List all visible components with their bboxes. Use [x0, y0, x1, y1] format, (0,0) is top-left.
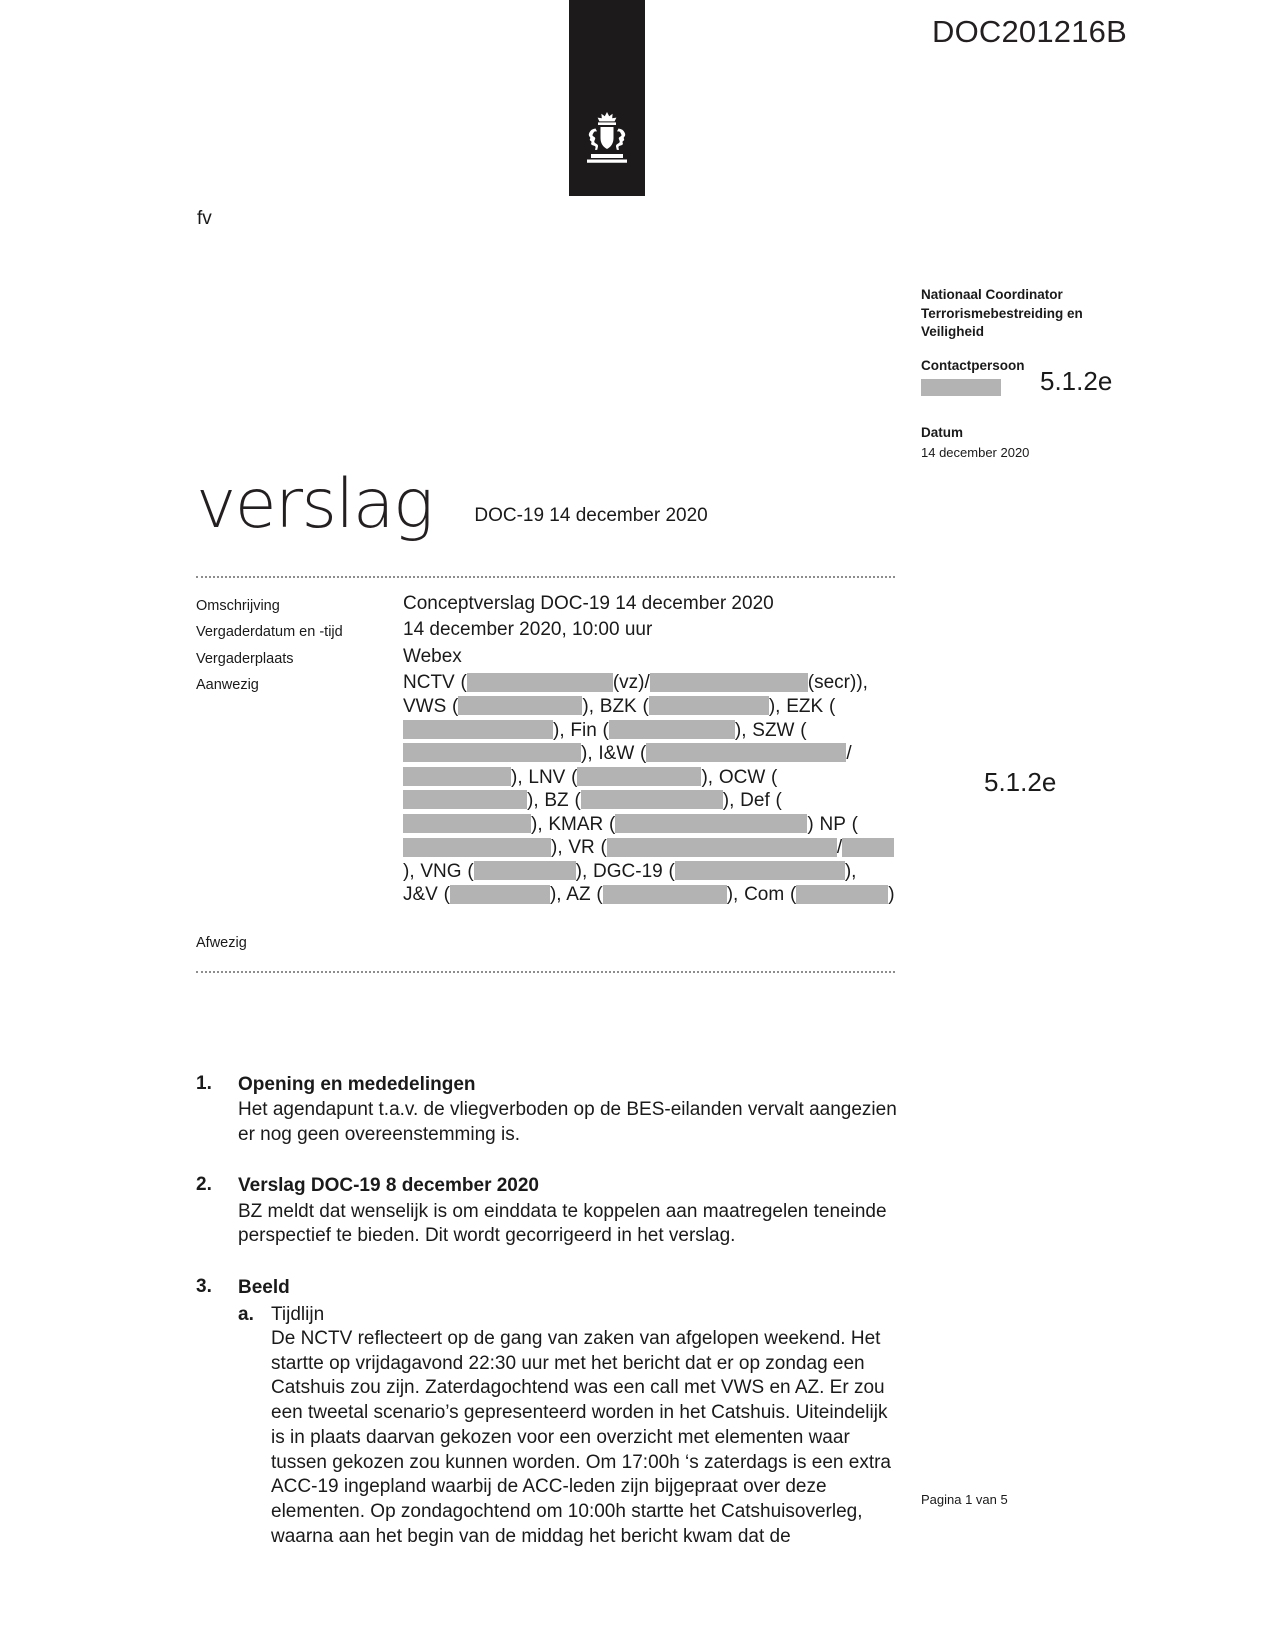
section-1-number: 1.: [196, 1073, 212, 1094]
page-title: verslag: [196, 465, 433, 544]
page-footer: Pagina 1 van 5: [921, 1492, 1008, 1507]
document-id-stamp: DOC201216B: [931, 14, 1127, 49]
attendee-redaction: [403, 790, 527, 809]
info-value-aanwezig: NCTV ( (vz)/ (secr)), VWS ( ), BZK ( ), EZK (), Fin ( ), SZW (), I&W ( /), LNV ( ), OCW (), BZ ( ), Def (), KMAR ( ) NP (), VR ( /), VNG ( ), DGC-19 ( ), J&V ( ), AZ ( ), Com ( ): [403, 672, 895, 906]
attendee-redaction: [577, 767, 701, 786]
contactpersoon-label: Contactpersoon: [921, 357, 1025, 373]
table-row: [196, 645, 896, 671]
initials-mark: fv: [197, 208, 212, 229]
attendee-redaction: [403, 720, 553, 739]
attendee-redaction: [615, 814, 807, 833]
datum-label: Datum: [921, 424, 964, 440]
info-label-vergaderplaats: Vergaderplaats: [196, 650, 294, 667]
table-row: [196, 592, 896, 618]
attendee-redaction: [458, 696, 582, 715]
datum-group: [921, 424, 1131, 463]
section-3-title: Beeld: [238, 1276, 290, 1298]
section-3: [196, 1275, 906, 1549]
divider-top: [196, 576, 895, 578]
attendee-redaction: [474, 861, 576, 880]
attendee-redaction: [650, 673, 808, 692]
table-row: [196, 618, 896, 644]
attendee-redaction: [403, 814, 531, 833]
section-2-text: BZ meldt dat wenselijk is om einddata te koppelen aan maatregelen teneinde perspectief te bieden. Dit wordt gecorrigeerd in het verslag.: [238, 1200, 887, 1247]
section-1-title: Opening en mededelingen: [238, 1074, 476, 1095]
info-value-omschrijving: Conceptverslag DOC-19 14 december 2020: [403, 593, 774, 614]
attendee-redaction: [603, 885, 727, 904]
page-subtitle: DOC-19 14 december 2020: [474, 504, 708, 526]
info-value-vergaderdatum: 14 december 2020, 10:00 uur: [403, 619, 653, 641]
attendee-redaction: [649, 696, 769, 715]
section-2-title: Verslag DOC-19 8 december 2020: [238, 1175, 540, 1197]
attendee-redaction: [403, 838, 551, 857]
info-label-afwezig: Afwezig: [196, 935, 247, 951]
section-1-text: Het agendapunt t.a.v. de vliegverboden op de BES-eilanden vervalt aangezien er nog geen overeenstemming is.: [238, 1099, 897, 1145]
section-3-sub-a-letter: a.: [238, 1303, 254, 1325]
attendee-redaction: [403, 743, 581, 762]
attendee-redaction: [842, 838, 894, 857]
meeting-info-table: [196, 592, 896, 907]
attendee-redaction: [609, 720, 735, 739]
datum-value: 14 december 2020: [921, 445, 1030, 461]
redaction-code-middle: 5.1.2e: [984, 767, 1057, 797]
divider-bottom: [196, 971, 895, 973]
info-label-vergaderdatum: Vergaderdatum en -tijd: [196, 624, 343, 641]
table-row-afwezig: [196, 929, 896, 955]
logo-bar: [569, 0, 645, 196]
info-value-vergaderplaats: Webex: [403, 645, 462, 667]
attendee-redaction: [581, 790, 723, 809]
section-3-sub-a-title: Tijdlijn: [271, 1303, 325, 1325]
table-row: [196, 671, 896, 906]
document-body: [196, 1072, 906, 1575]
info-label-omschrijving: Omschrijving: [196, 598, 280, 614]
section-1: [196, 1072, 906, 1147]
section-2-number: 2.: [196, 1174, 212, 1196]
attendee-redaction: [450, 885, 550, 904]
redaction-code-top: 5.1.2e: [1040, 366, 1113, 396]
attendee-redaction: [796, 885, 888, 904]
section-2: [196, 1173, 906, 1248]
info-value-afwezig: [403, 929, 896, 955]
contactpersoon-redaction: [921, 379, 1001, 396]
page-title-group: [196, 465, 708, 544]
info-label-aanwezig: Aanwezig: [196, 677, 259, 694]
attendee-redaction: [467, 673, 613, 692]
attendee-redaction: [607, 838, 837, 857]
section-3-sub-a: [238, 1302, 906, 1549]
section-3-number: 3.: [196, 1275, 212, 1297]
organisation-name: Nationaal Coordinator Terrorismebestreiding en Veiligheid: [921, 287, 1083, 340]
attendee-redaction: [403, 767, 511, 786]
section-3-sub-a-text: De NCTV reflecteert op de gang van zaken van afgelopen weekend. Het startte op vrijdagavond 22:30 uur met het bericht dat er op zondag een Catshuis zou zijn. Zaterdagochtend was een call met VWS en AZ. Er zou een tweetal scenario’s gepresenteerd worden in het Catshuis. Uiteindelijk is in plaats daarvan gekozen voor een overzicht met elementen waar tussen gekozen zou kunnen worden. Om 17:00h ‘s zaterdags is een extra ACC-19 ingepland waarbij de ACC-leden zijn bijgepraat over deze elementen. Op zondagochtend om 10:00h startte het Catshuisoverleg, waarna aan het begin van de middag het bericht kwam dat de: [271, 1328, 891, 1547]
attendee-redaction: [646, 743, 846, 762]
attendee-redaction: [675, 861, 845, 880]
